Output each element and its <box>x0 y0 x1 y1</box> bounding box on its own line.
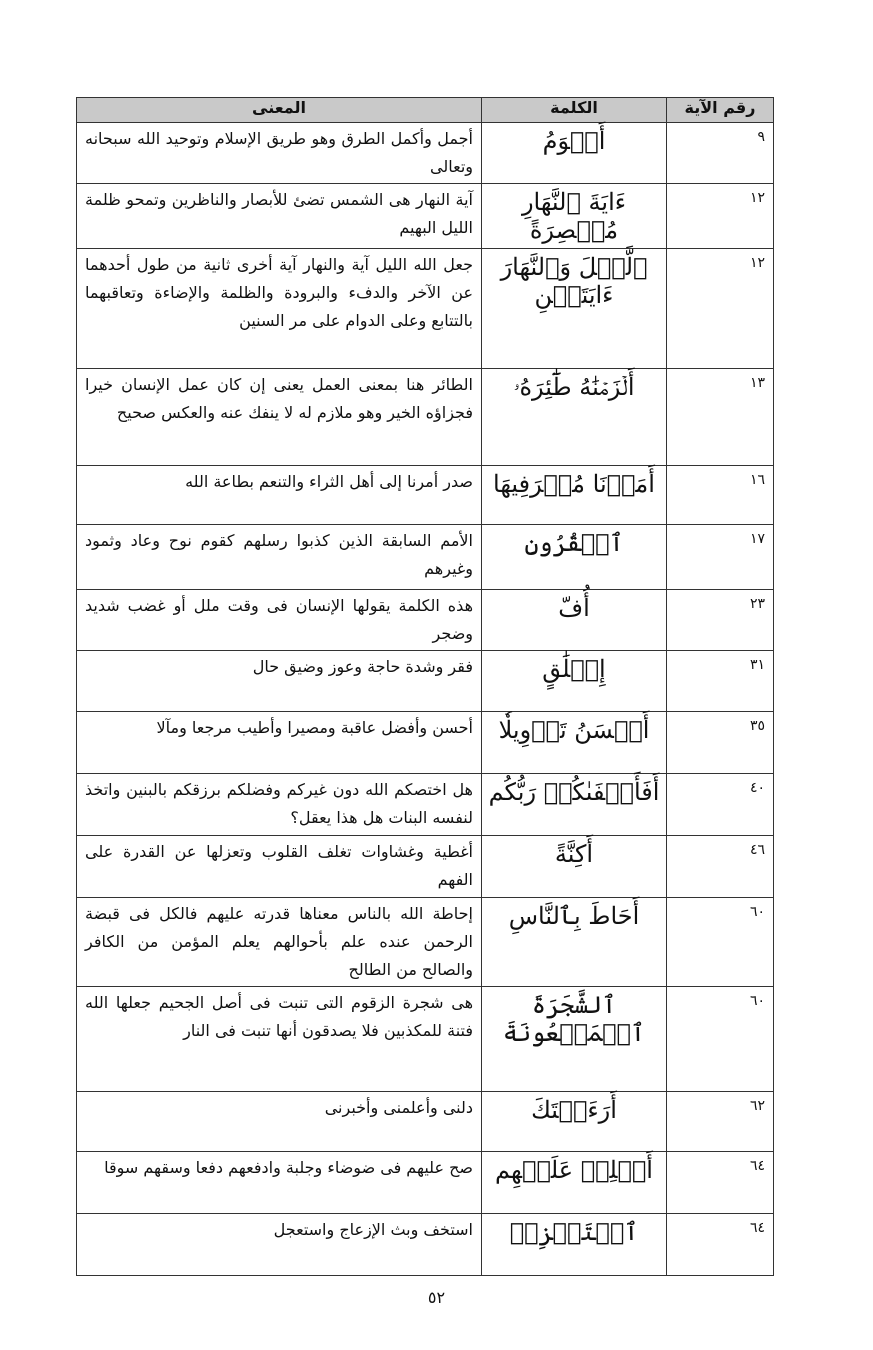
verse-number-cell: ١٦ <box>667 466 774 525</box>
meaning-cell: استخف وبث الإزعاج واستعجل <box>77 1214 482 1276</box>
word-cell: أَحَاطَ بِٱلنَّاسِ <box>482 898 667 987</box>
table-row <box>77 987 774 1092</box>
word-cell: أَكِنَّةً <box>482 836 667 898</box>
word-cell: ٱسۡتَفۡزِزۡ <box>482 1214 667 1276</box>
verse-number-cell: ٣١ <box>667 651 774 712</box>
table-row <box>77 836 774 898</box>
meaning-cell: أجمل وأكمل الطرق وهو طريق الإسلام وتوحيد الله سبحانه وتعالى <box>77 123 482 184</box>
meaning-cell: أغطية وغشاوات تغلف القلوب وتعزلها عن القدرة على الفهم <box>77 836 482 898</box>
verse-number-cell: ٦٤ <box>667 1152 774 1214</box>
verse-number-cell: ٢٣ <box>667 590 774 651</box>
header-meaning: المعنى <box>77 98 482 123</box>
word-cell: أَفَأَصۡفَىٰكُمۡ رَبُّكُم <box>482 774 667 836</box>
table-row <box>77 466 774 525</box>
word-cell: ءَايَةَ ٱلنَّهَارِ مُبۡصِرَةً <box>482 184 667 249</box>
verse-number-cell: ١٣ <box>667 369 774 466</box>
verse-number-cell: ٦٠ <box>667 898 774 987</box>
verse-number-cell: ٦٢ <box>667 1092 774 1152</box>
meaning-cell: صدر أمرنا إلى أهل الثراء والتنعم بطاعة الله <box>77 466 482 525</box>
table-row <box>77 898 774 987</box>
table-row <box>77 1214 774 1276</box>
word-cell: أَحۡسَنُ تَأۡوِيلٗا <box>482 712 667 774</box>
table-row <box>77 525 774 590</box>
verse-number-cell: ٦٠ <box>667 987 774 1092</box>
word-cell: أَمَرۡنَا مُتۡرَفِيهَا <box>482 466 667 525</box>
meaning-cell: دلنى وأعلمنى وأخبرنى <box>77 1092 482 1152</box>
word-cell: أُفّ <box>482 590 667 651</box>
table-row <box>77 1152 774 1214</box>
meaning-cell: آية النهار هى الشمس تضئ للأبصار والناظرين وتمحو ظلمة الليل البهيم <box>77 184 482 249</box>
meaning-cell: الطائر هنا بمعنى العمل يعنى إن كان عمل الإنسان خيرا فجزاؤه الخير وهو ملازم له لا ينفك عنه والعكس صحيح <box>77 369 482 466</box>
verse-number-cell: ٤٦ <box>667 836 774 898</box>
word-cell: ٱلشَّجَرَةَ ٱلۡمَلۡعُونَةَ <box>482 987 667 1092</box>
header-row <box>77 98 774 123</box>
table-row <box>77 590 774 651</box>
word-cell: ٱلۡقُرُونِ <box>482 525 667 590</box>
word-cell: أَرَءَيۡتَكَ <box>482 1092 667 1152</box>
table-body <box>77 123 774 1276</box>
meaning-cell: الأمم السابقة الذين كذبوا رسلهم كقوم نوح وعاد وثمود وغيرهم <box>77 525 482 590</box>
header-verse-number: رقم الآية <box>667 98 774 123</box>
meaning-cell: أحسن وأفضل عاقبة ومصيرا وأطيب مرجعا ومآلا <box>77 712 482 774</box>
table-row <box>77 123 774 184</box>
verse-number-cell: ١٢ <box>667 184 774 249</box>
meaning-cell: هى شجرة الزقوم التى تنبت فى أصل الجحيم جعلها الله فتنة للمكذبين فلا يصدقون أنها تنبت فى النار <box>77 987 482 1092</box>
word-cell: إِمۡلَٰقٍ <box>482 651 667 712</box>
meaning-cell: إحاطة الله بالناس معناها قدرته عليهم فالكل فى قبضة الرحمن عنده علم بأحوالهم يعلم المؤمن من الكافر والصالح من الطالح <box>77 898 482 987</box>
meaning-cell: فقر وشدة حاجة وعوز وضيق حال <box>77 651 482 712</box>
verse-number-cell: ٩ <box>667 123 774 184</box>
meaning-cell: هل اختصكم الله دون غيركم وفضلكم برزقكم بالبنين واتخذ لنفسه البنات هل هذا يعقل؟ <box>77 774 482 836</box>
header-word: الكلمة <box>482 98 667 123</box>
table-row <box>77 712 774 774</box>
meaning-cell: هذه الكلمة يقولها الإنسان فى وقت ملل أو غضب شديد وضجر <box>77 590 482 651</box>
verse-number-cell: ١٢ <box>667 249 774 369</box>
page-number: ٥٢ <box>427 1288 446 1307</box>
verse-number-cell: ١٧ <box>667 525 774 590</box>
table-row <box>77 774 774 836</box>
verse-number-cell: ٣٥ <box>667 712 774 774</box>
table-row <box>77 651 774 712</box>
word-cell: أَجۡلِبۡ عَلَيۡهِم <box>482 1152 667 1214</box>
table-row <box>77 369 774 466</box>
meaning-cell: جعل الله الليل آية والنهار آية أخرى ثانية من طول أحدهما عن الآخر والدفء والبرودة والظلمة والإضاءة وتعاقبهما بالتتابع وعلى الدوام على مر السنين <box>77 249 482 369</box>
vocabulary-table <box>76 97 774 1276</box>
table-row <box>77 1092 774 1152</box>
verse-number-cell: ٦٤ <box>667 1214 774 1276</box>
word-cell: أَلۡزَمۡنَٰهُ طَٰٓئِرَهُۥ <box>482 369 667 466</box>
word-cell: ٱلَّيۡلَ وَٱلنَّهَارَ ءَايَتَيۡنِ <box>482 249 667 369</box>
verse-number-cell: ٤٠ <box>667 774 774 836</box>
table-row <box>77 184 774 249</box>
table-header <box>77 98 774 123</box>
word-cell: أَقۡوَمُ <box>482 123 667 184</box>
meaning-cell: صح عليهم فى ضوضاء وجلبة وادفعهم دفعا وسقهم سوقا <box>77 1152 482 1214</box>
table-row <box>77 249 774 369</box>
